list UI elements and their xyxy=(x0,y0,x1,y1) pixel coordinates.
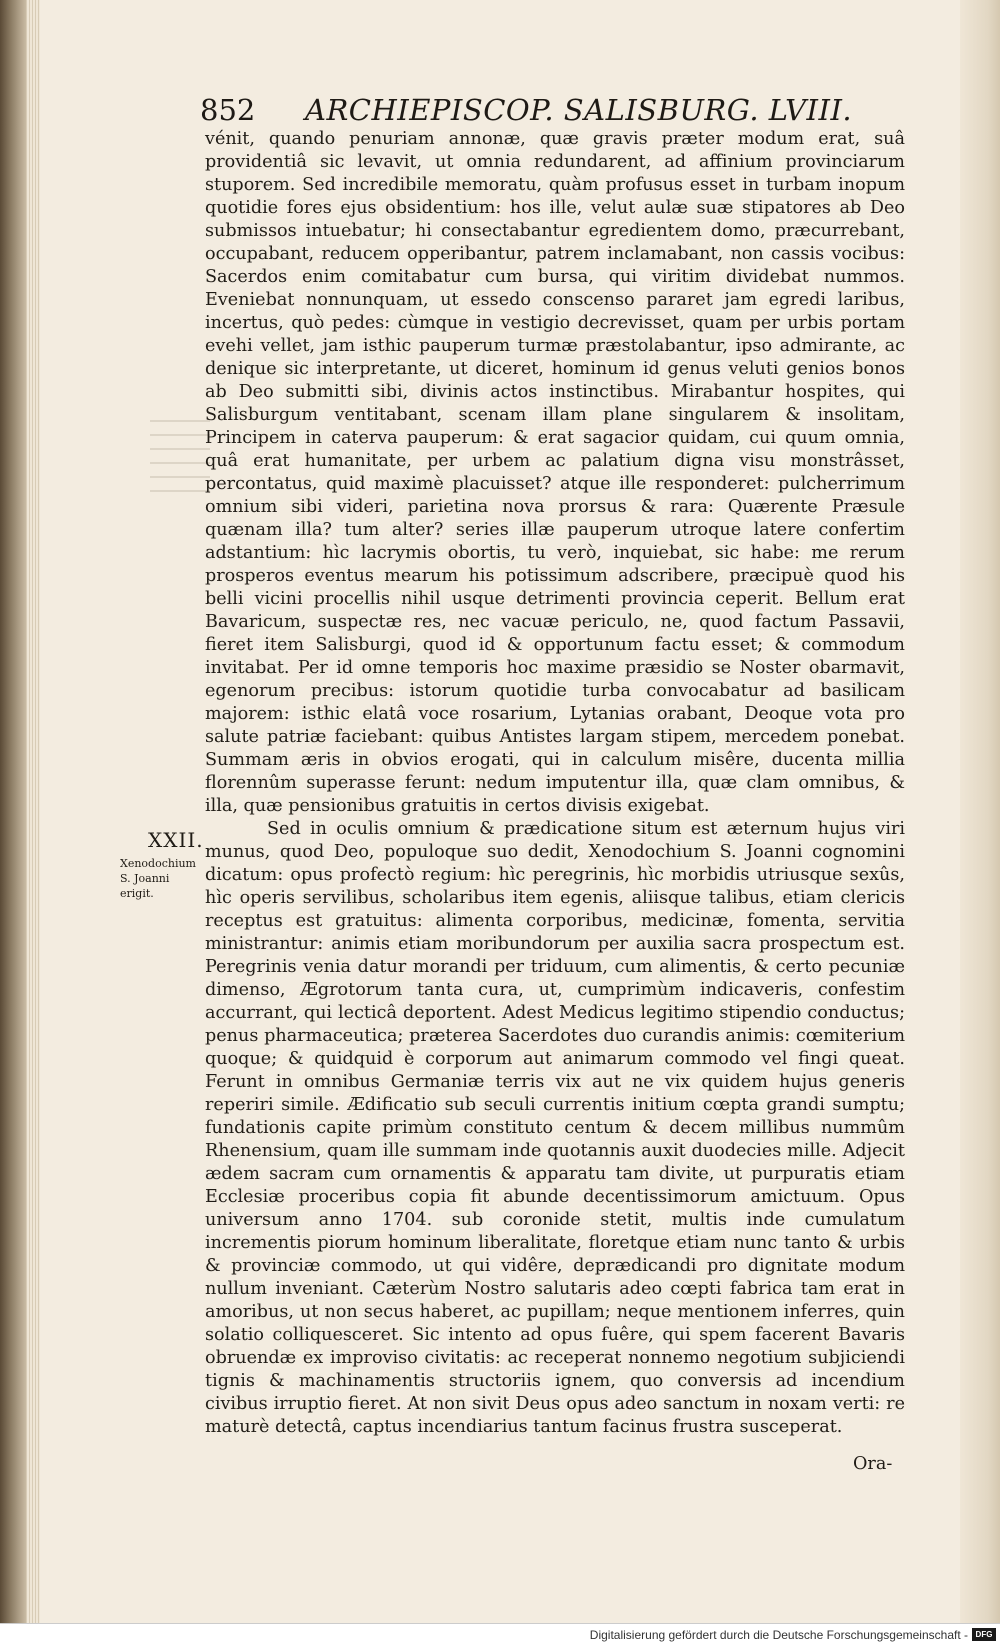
page-number: 852 xyxy=(200,93,256,127)
paragraph-2-text: Sed in oculis omnium & prædicatione situm est æternum hujus viri munus, quod Deo, populoque suo dedit, Xenodochium S. Joanni cognomini dicatum: opus profectò regium: hìc peregrinis, hìc morbidis utriusque sexûs, hìc operis servilibus, scholaribus item egenis, aliisque talibus, etiam clericis receptus est gratuitus: alimenta corporibus, medicinæ, fomenta, servitia ministrantur: animis etiam moribundorum per auxilia sacra prospectum est. Peregrinis venia datur morandi per triduum, cum alimentis, & certo pecuniæ dimenso, Ægrotorum tanta cura, ut, cumprimùm indicaveris, confestim accurrant, qui lecticâ deportent. Adest Medicus legitimo stipendio conductus; penus pharmaceutica; præterea Sacerdotes duo curandis animis: cœmiterium quoque; & quidquid è corporum aut animarum commodo vel fingi queat. Ferunt in omnibus Germaniæ terris vix aut ne vix quidem hujus generis reperiri simile. Ædificatio sub seculi currentis initium cœpta grandi sumptu; fundationis capite primùm constituto centum & decem millibus nummûm Rhenensium, quam ille summam inde quotannis auxit duodecies mille. Adjecit ædem sacram cum ornamentis & apparatu tam divite, ut purpuratis etiam Ecclesiæ proceribus copia fit abunde decentissimorum amictuum. Opus universum anno 1704. sub coronide stetit, multis inde cumulatum incrementis piorum hominum liberalitate, floretque etiam nunc tanto & urbis & provinciæ commodo, ut qui vidêre, deprædicandi pro dignitate modum nullum inveniant. Cæterùm Nostro salutaris adeo cœpti fabrica tam erat in amoribus, ut non secus haberet, ac pupillam; neque mentionem inferres, quin solatio colliquesceret. Sic intento ad opus fuêre, qui spem facerent Bavaris obruendæ ex improviso civitatis: ac receperat nonnemo negotium subjiciendi tignis & machinamentis structoriis ignem, quo conversis ad incendium civibus irruptio fieret. At non sivit Deus opus adeo sanctum in noxam verti: re maturè detectâ, captus incendiarius tantum facinus frustra susceperat. xyxy=(205,819,905,1437)
running-head: ARCHIEPISCOP. SALISBURG. LVIII. xyxy=(305,93,853,127)
marginal-note xyxy=(120,828,204,901)
page-edges xyxy=(26,0,40,1646)
section-number: XXII. xyxy=(148,828,204,852)
show-through-marks xyxy=(150,420,210,500)
body-text xyxy=(205,128,905,1439)
book-binding xyxy=(0,0,26,1646)
catchword: Ora- xyxy=(853,1454,893,1474)
paragraph-1: vénit, quando penuriam annonæ, quæ gravis præter modum erat, suâ providentiâ sic levavit, ut omnia redundarent, ad affinium provinciarum stuporem. Sed incredibile memoratu, quàm profusus esset in turbam inopum quotidie fores ejus obsidentium: hos ille, velut aulæ suæ stipatores ab Deo submissos intuebatur; hi consectabantur egredientem domo, præcurrebant, occupabant, reducem opperibantur, patrem inclamabant, non cassis vocibus: Sacerdos enim comitabatur cum bursa, qui viritim dividebat nummos. Eveniebat nonnunquam, ut essedo conscenso pararet jam egredi laribus, incertus, quò pedes: cùmque in vestigio decrevisset, quam per urbis portam evehi vellet, jam isthic pauperum turmæ præstolabantur, ipso admirante, ac denique sic interpretante, ut diceret, hominum id genus veluti genios bonos ab Deo submitti sibi, divinis actos instinctibus. Mirabantur hospites, qui Salisburgum ventitabant, scenam illam plane singularem & insolitam, Principem in caterva pauperum: & erat sagacior quidam, cui quum omnia, quâ erat humanitate, per urbem ac palatium digna visu monstrâsset, percontatus, quid maximè placuisset? atque ille responderet: pulcherrimum omnium sibi videri, parietina nova prorsus & rara: Quærente Præsule quænam illa? tum alter? series illæ pauperum utroque latere confertim adstantium: hìc lacrymis obortis, tu verò, inquiebat, sic habe: me rerum prosperos eventus mearum his potissimum adscribere, præcipuè quod his belli vicini procellis nihil usque detrimenti provincia ceperit. Bellum erat Bavaricum, suspectæ res, nec vacuæ periculo, ne, quod factum Passavii, fieret item Salisburgi, quod id & opportunum factu esset; & commodum invitabat. Per id omne temporis hoc maxime præsidio se Noster obarmavit, egenorum precibus: istorum quotidie turba convocabatur ad basilicam majorem: isthic elatâ voce rosarium, Lytanias orabant, Deoque vota pro salute patriæ faciebant: quibus Antistes largam stipem, mercedem ponebat. Summam æris in obvios erogati, qui in calculum misêre, ducenta millia florennûm superasse ferunt: nedum imputentur illa, quæ clam omnibus, & illa, quæ pensionibus gratuitis in certos divisis exigebat. xyxy=(205,129,905,816)
page-header xyxy=(200,93,853,133)
paragraph-2 xyxy=(205,818,905,1439)
footer-bar xyxy=(0,1623,1000,1646)
page-right-margin xyxy=(960,0,1000,1646)
marginal-note-text: Xenodochium S. Joanni erigit. xyxy=(120,857,196,900)
funding-notice: Digitalisierung gefördert durch die Deutsche Forschungsgemeinschaft - xyxy=(589,1628,968,1642)
dfg-logo-icon: DFG xyxy=(972,1628,996,1641)
